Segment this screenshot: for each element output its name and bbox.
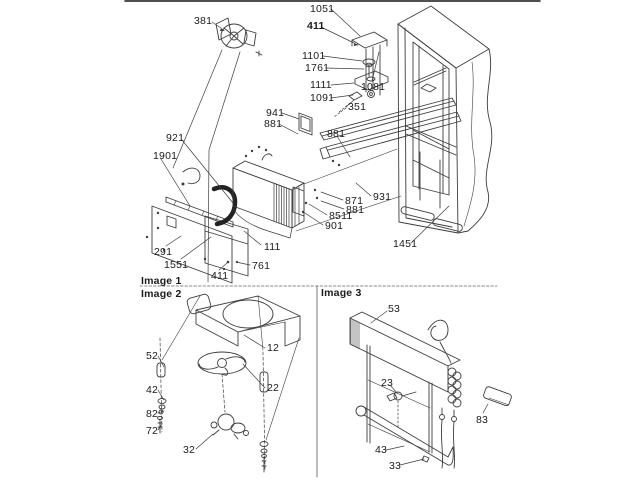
part-label-871: 871 — [345, 195, 364, 207]
part-label-8511: 8511 — [329, 210, 353, 222]
part-label-411: 411 — [211, 270, 229, 282]
part-label-43: 43 — [375, 444, 388, 456]
part-label-881: 881 — [264, 118, 283, 130]
part-label-881: 881 — [327, 128, 346, 140]
part-label-1081: 1081 — [361, 81, 386, 93]
part-label-1101: 1101 — [302, 50, 326, 62]
part-label-72: 72 — [146, 425, 159, 437]
part-label-1901: 1901 — [153, 150, 178, 162]
part-label-761: 761 — [252, 260, 271, 272]
part-label-381: 381 — [194, 15, 213, 27]
part-label-82: 82 — [146, 408, 159, 420]
part-label-1551: 1551 — [164, 259, 189, 271]
part-label-23: 23 — [381, 377, 394, 389]
part-label-22: 22 — [267, 382, 280, 394]
part-label-52: 52 — [146, 350, 159, 362]
part-label-1051: 1051 — [310, 3, 335, 15]
part-label-83: 83 — [476, 414, 489, 426]
part-label-111: 111 — [264, 241, 281, 253]
part-label-931: 931 — [373, 191, 392, 203]
section-label-1: Image 1 — [141, 275, 182, 287]
part-label-901: 901 — [325, 220, 344, 232]
part-label-1761: 1761 — [305, 62, 330, 74]
part-label-1451: 1451 — [393, 238, 418, 250]
part-label-921: 921 — [166, 132, 185, 144]
part-label-1111: 1111 — [310, 79, 332, 91]
part-label-1091: 1091 — [310, 92, 335, 104]
part-label-53: 53 — [388, 303, 401, 315]
part-label-881: 881 — [346, 204, 365, 216]
part-label-32: 32 — [183, 444, 196, 456]
section-label-2: Image 2 — [141, 288, 182, 300]
section-label-3: Image 3 — [321, 287, 362, 299]
part-label-12: 12 — [267, 342, 280, 354]
part-label-291: 291 — [154, 246, 173, 258]
part-label-351: 351 — [348, 101, 367, 113]
part-label-33: 33 — [389, 460, 402, 472]
part-label-42: 42 — [146, 384, 159, 396]
part-label-941: 941 — [266, 107, 285, 119]
part-label-411: 411 — [307, 20, 325, 32]
